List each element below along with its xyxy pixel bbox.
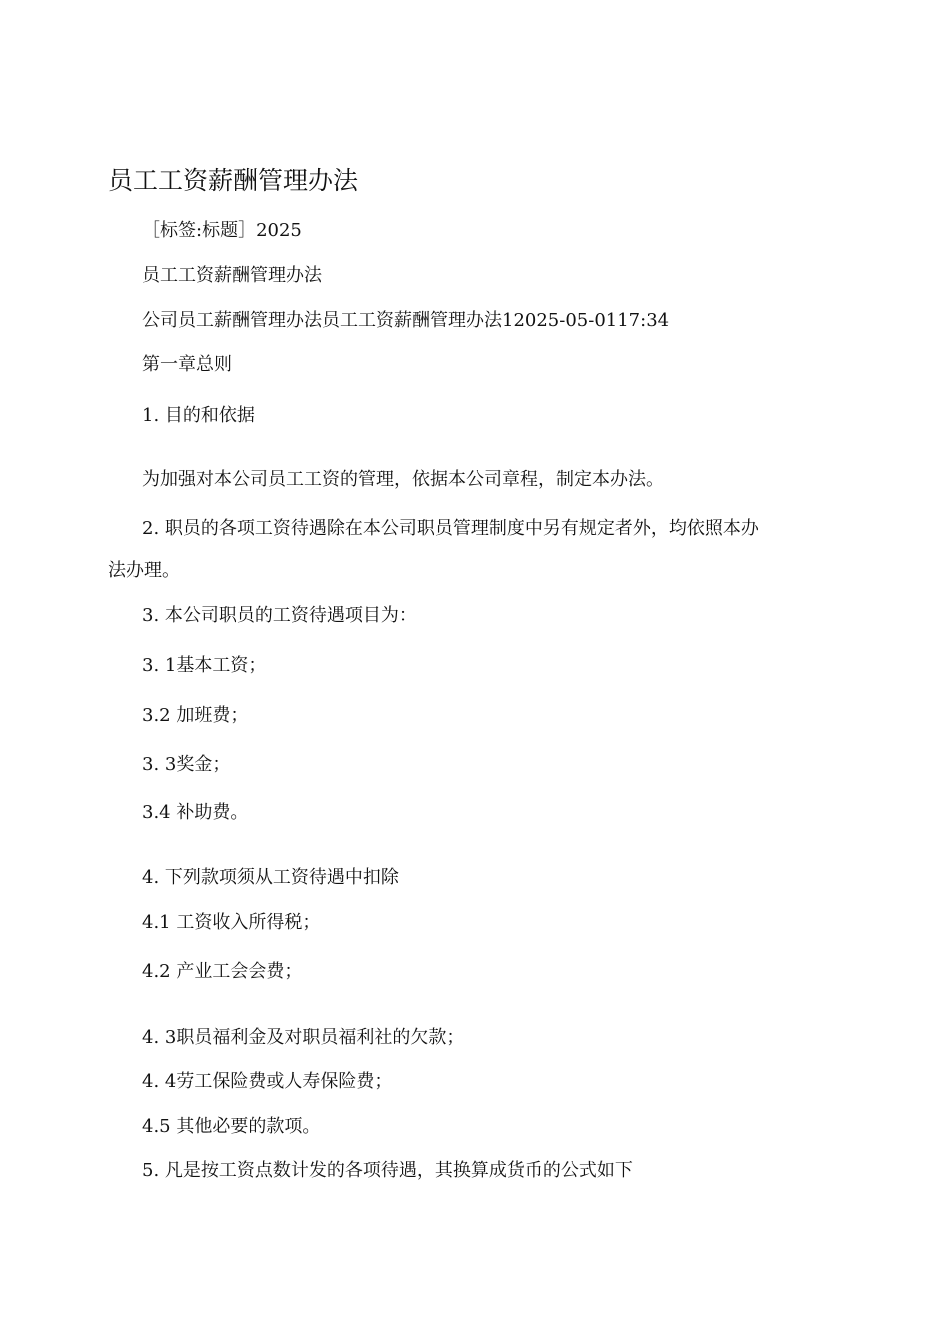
section-4-item-5: 4.5 其他必要的款项。 [142, 1116, 321, 1137]
section-3-heading: 3. 本公司职员的工资待遇项目为： [142, 605, 417, 626]
meta-line: 公司员工薪酬管理办法员工工资薪酬管理办法12025-05-0117:34 [142, 310, 670, 331]
section-4-heading: 4. 下列款项须从工资待遇中扣除 [142, 867, 399, 888]
section-3-item-2: 3.2 加班费； [142, 705, 249, 726]
tag-line: ［标签:标题］2025 [142, 220, 302, 241]
section-2-line-2: 法办理。 [108, 560, 180, 581]
section-1-body: 为加强对本公司员工工资的管理，依据本公司章程，制定本办法。 [142, 469, 664, 490]
section-2-line-1: 2. 职员的各项工资待遇除在本公司职员管理制度中另有规定者外，均依照本办 [142, 518, 759, 539]
section-3-item-3: 3. 3奖金； [142, 754, 231, 775]
document-title: 员工工资薪酬管理办法 [108, 166, 359, 195]
section-3-item-1: 3. 1基本工资； [142, 655, 267, 676]
section-4-item-1: 4.1 工资收入所得税； [142, 912, 321, 933]
subtitle-line: 员工工资薪酬管理办法 [142, 265, 322, 286]
section-4-item-3: 4. 3职员福利金及对职员福利社的欠款； [142, 1027, 465, 1048]
section-1-heading: 1. 目的和依据 [142, 405, 255, 426]
section-4-item-2: 4.2 产业工会会费； [142, 961, 303, 982]
section-3-item-4: 3.4 补助费。 [142, 802, 249, 823]
chapter-heading: 第一章总则 [142, 354, 232, 375]
section-4-item-4: 4. 4劳工保险费或人寿保险费； [142, 1071, 393, 1092]
section-5-heading: 5. 凡是按工资点数计发的各项待遇，其换算成货币的公式如下 [142, 1160, 633, 1181]
